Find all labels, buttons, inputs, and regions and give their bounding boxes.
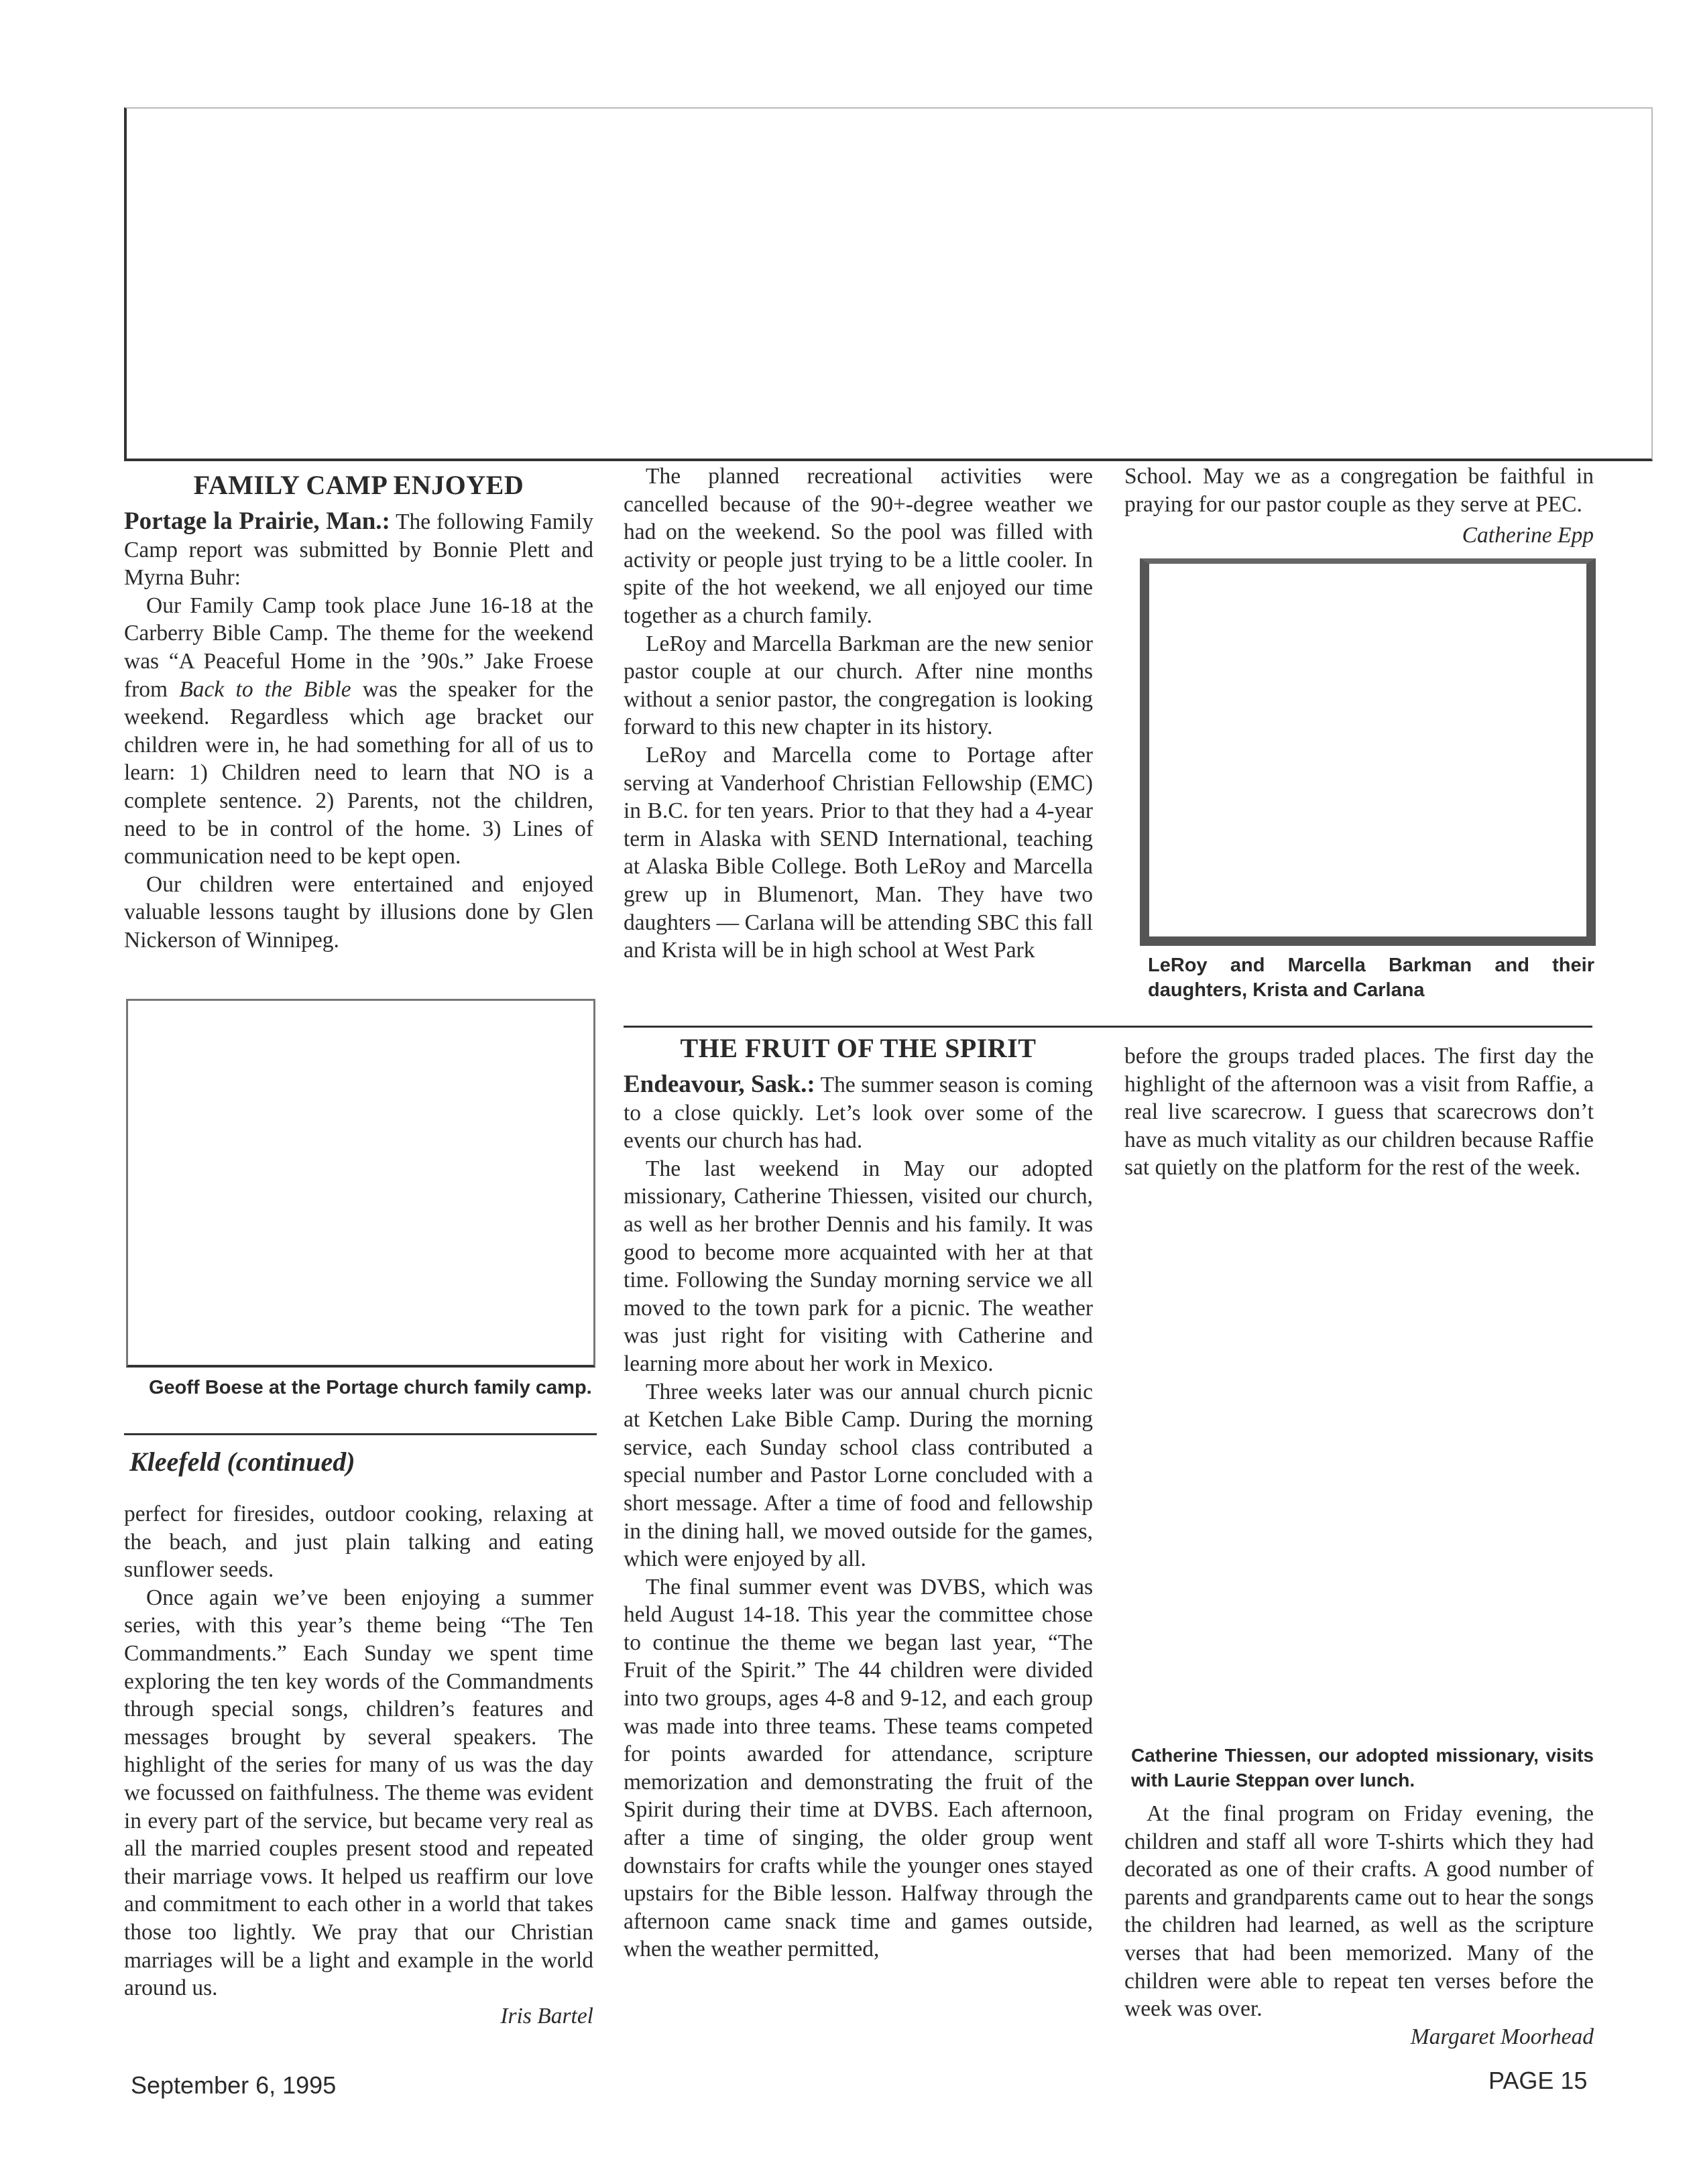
kleefeld-signature: Iris Bartel xyxy=(500,2003,593,2028)
kleefeld-heading: Kleefeld (continued) xyxy=(129,1447,355,1477)
fruit-spirit-paragraph: At the final program on Friday evening, the children and staff all wore T-shirts which they had decorated as one of their crafts. A good number of parents and grandparents came out to hear the songs the children had learned, as well as the scripture verses that had been memorized. Many of the children were able to repeat ten verses before the week was over. xyxy=(1124,1801,1594,2022)
fruit-spirit-headline: THE FRUIT OF THE SPIRIT xyxy=(680,1033,1037,1063)
family-camp-column-1 xyxy=(124,469,593,955)
kleefeld-paragraph: perfect for firesides, outdoor cooking, relaxing at the beach, and just plain talking and eating sunflower seeds. xyxy=(124,1502,593,1583)
caption-rule xyxy=(124,1433,597,1435)
kleefeld-column xyxy=(124,1500,593,2030)
thiessen-caption: Catherine Thiessen, our adopted missionary, visits with Laurie Steppan over lunch. xyxy=(1131,1745,1594,1791)
fruit-spirit-dateline: Endeavour, Sask.: xyxy=(624,1071,815,1098)
fruit-spirit-column-3 xyxy=(1124,1042,1594,1182)
footer-page-number: PAGE 15 xyxy=(1488,2067,1588,2094)
family-camp-paragraph: The planned recreational activities were cancelled because of the 90+-degree weather we had on the weekend. So the pool was filled with activity or people just trying to be a little cooler. In spite of the hot weekend, we all enjoyed our time together as a church family. xyxy=(624,464,1093,628)
kleefeld-paragraph: Once again we’ve been enjoying a summer series, with this year’s theme being “The Ten Commandments.” Each Sunday we spent time exploring the ten key words of the Commandments through special songs, children’s features and messages brought by several speakers. The highlight of the series for many of us was the day we focussed on faithfulness. The theme was evident in every part of the service, but became very real as all the married couples present stood and repeated their marriage vows. It helped us reaffirm our love and commitment to each other in a world that takes those too lightly. We pray that our Christian marriages will be a light and example in the world around us. xyxy=(124,1585,593,2001)
fruit-spirit-intro: Endeavour, Sask.: The summer season is coming to a close quickly. Let’s look over some of the events our church has had. xyxy=(624,1071,1093,1154)
fruit-spirit-column-3b xyxy=(1124,1800,1594,2051)
family-camp-column-2 xyxy=(624,463,1093,965)
fruit-spirit-signature: Margaret Moorhead xyxy=(1410,2024,1594,2049)
family-camp-headline: FAMILY CAMP ENJOYED xyxy=(193,470,524,500)
fruit-spirit-paragraph: before the groups traded places. The first day the highlight of the afternoon was a visit from Raffie, a real live scarecrow. I guess that scarecrows don’t have as much vitality as our children because Raffie sat quietly on the platform for the rest of the week. xyxy=(1124,1044,1594,1180)
family-camp-paragraph: School. May we as a congregation be faithful in praying for our pastor couple as they serve at PEC. xyxy=(1124,464,1594,517)
family-camp-paragraph: Our children were entertained and enjoyed valuable lessons taught by illusions done by Glen Nickerson of Winnipeg. xyxy=(124,871,593,953)
barkman-photo-frame xyxy=(1140,558,1596,946)
fruit-spirit-paragraph: The last weekend in May our adopted missionary, Catherine Thiessen, visited our church, as well as her brother Dennis and his family. It was good to become more acquainted with her at that time. Following the Sunday morning service we all moved to the town park for a picnic. The weather was just right for visiting with Catherine and learning more about her work in Mexico. xyxy=(624,1156,1093,1376)
family-camp-paragraph: Our Family Camp took place June 16-18 at the Carberry Bible Camp. The theme for the weekend was “A Peaceful Home in the ’90s.” Jake Froese from Back to the Bible was the speaker for the weekend. Regardless which age bracket our children were in, he had something for all of us to learn: 1) Children need to learn that NO is a complete sentence. 2) Parents, not the children, need to be in control of the home. 3) Lines of communication need to be kept open. xyxy=(124,593,594,869)
fruit-spirit-paragraph: The final summer event was DVBS, which was held August 14-18. This year the committee chose to continue the theme we began last year, “The Fruit of the Spirit.” The 44 children were divided into two groups, ages 4-8 and 9-12, and each group was made into three teams. These teams competed for points awarded for attendance, scripture memorization and demonstrating the fruit of the Spirit during their time at DVBS. Each afternoon, after a time of singing, the older group went downstairs for crafts while the younger ones stayed upstairs for the Bible lesson. Halfway through the afternoon came snack time and games outside, when the weather permitted, xyxy=(624,1574,1093,1962)
top-photo-frame xyxy=(124,107,1653,461)
fruit-spirit-paragraph: Three weeks later was our annual church picnic at Ketchen Lake Bible Camp. During the morning service, each Sunday school class contributed a special number and Pastor Lorne concluded with a short message. After a time of food and fellowship in the dining hall, we moved outside for the games, which were enjoyed by all. xyxy=(624,1379,1093,1572)
family-camp-column-3 xyxy=(1124,463,1594,518)
fruit-spirit-column-2 xyxy=(624,1032,1093,1963)
boese-caption: Geoff Boese at the Portage church family camp. xyxy=(149,1377,592,1398)
section-rule xyxy=(624,1026,1592,1028)
family-camp-paragraph: LeRoy and Marcella come to Portage after serving at Vanderhoof Christian Fellowship (EMC) in B.C. for ten years. Prior to that they had a 4-year term in Alaska with SEND International, teaching at Alaska Bible College. Both LeRoy and Marcella grew up in Blumenort, Man. They have two daughters — Carlana will be attending SBC this fall and Krista will be in high school at West Park xyxy=(624,742,1093,963)
family-camp-signature: Catherine Epp xyxy=(1462,523,1594,548)
boese-photo-frame xyxy=(126,999,595,1368)
family-camp-intro: Portage la Prairie, Man.: The following Family Camp report was submitted by Bonnie Plett and Myrna Buhr: xyxy=(124,507,593,591)
barkman-caption: LeRoy and Marcella Barkman and their daughters, Krista and Carlana xyxy=(1148,955,1594,1001)
family-camp-dateline: Portage la Prairie, Man.: xyxy=(124,507,390,535)
footer-date: September 6, 1995 xyxy=(131,2071,337,2099)
family-camp-paragraph: LeRoy and Marcella Barkman are the new senior pastor couple at our church. After nine months without a senior pastor, the congregation is looking forward to this new chapter in its history. xyxy=(624,631,1093,740)
